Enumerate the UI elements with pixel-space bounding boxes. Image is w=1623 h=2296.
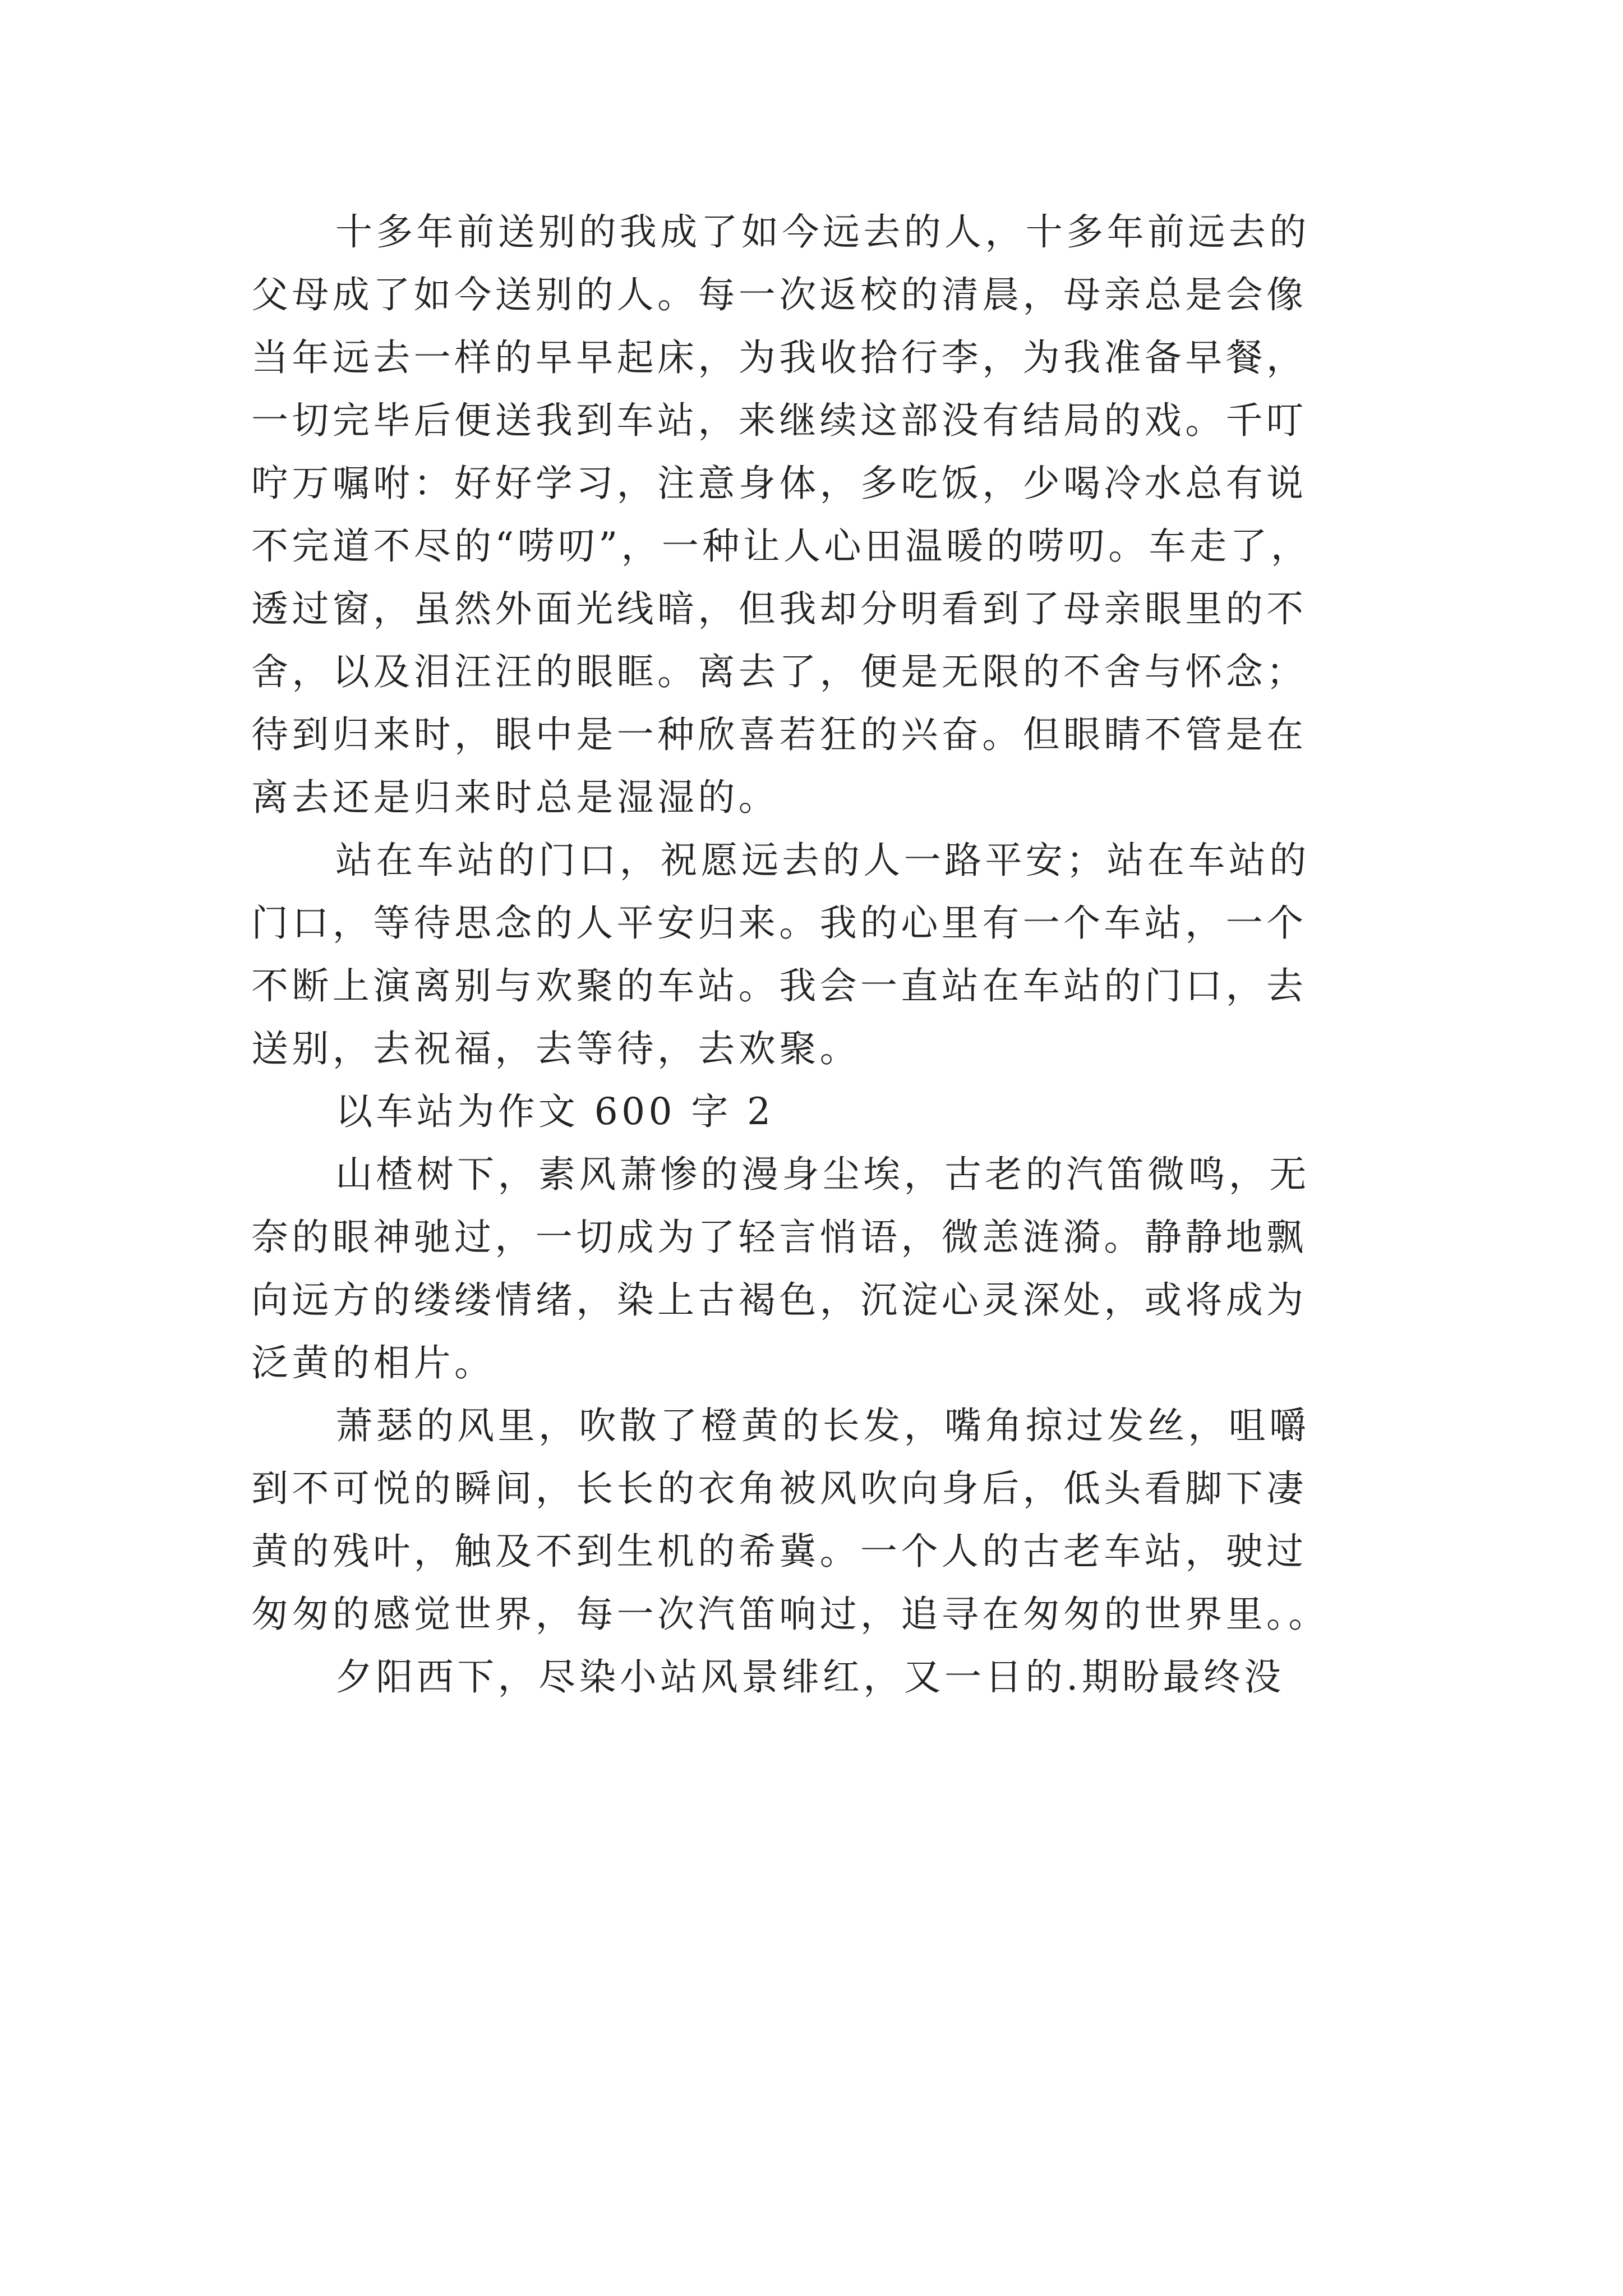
document-body (251, 201, 1407, 1709)
paragraph-line: 山楂树下，素风萧惨的漫身尘埃，古老的汽笛微鸣，无 (335, 1153, 1310, 1196)
paragraph-line: 萧瑟的风里，吹散了橙黄的长发，嘴角掠过发丝，咀嚼 (335, 1404, 1310, 1447)
paragraph-line: 匆匆的感觉世界，每一次汽笛响过，追寻在匆匆的世界里。。 (251, 1593, 1329, 1636)
paragraph-line: 门口，等待思念的人平安归来。我的心里有一个车站，一个 (251, 901, 1307, 945)
paragraph-line: 不完道不尽的“唠叨”，一种让人心田温暖的唠叨。车走了， (251, 524, 1312, 568)
paragraph-line: 黄的残叶，触及不到生机的希冀。一个人的古老车站，驶过 (251, 1530, 1307, 1573)
paragraph-line: 不断上演离别与欢聚的车站。我会一直站在车站的门口，去 (251, 964, 1307, 1007)
paragraph-line: 咛万嘱咐：好好学习，注意身体，多吃饭，少喝冷水总有说 (251, 462, 1307, 505)
paragraph-line: 待到归来时，眼中是一种欣喜若狂的兴奋。但眼睛不管是在 (251, 713, 1307, 756)
paragraph-line: 十多年前送别的我成了如今远去的人，十多年前远去的 (335, 210, 1310, 254)
paragraph-line: 离去还是归来时总是湿湿的。 (251, 776, 780, 819)
paragraph-line: 透过窗，虽然外面光线暗，但我却分明看到了母亲眼里的不 (251, 587, 1307, 631)
paragraph-line: 一切完毕后便送我到车站，来继续这部没有结局的戏。千叮 (251, 399, 1307, 442)
paragraph-line: 奈的眼神驰过，一切成为了轻言悄语，微恙涟漪。静静地飘 (251, 1216, 1307, 1259)
paragraph-line: 向远方的缕缕情绪，染上古褐色，沉淀心灵深处，或将成为 (251, 1278, 1307, 1322)
paragraph-line: 到不可悦的瞬间，长长的衣角被风吹向身后，低头看脚下凄 (251, 1467, 1307, 1510)
paragraph-line: 舍，以及泪汪汪的眼眶。离去了，便是无限的不舍与怀念； (251, 650, 1307, 693)
paragraph-line: 夕阳西下，尽染小站风景绯红，又一日的.期盼最终没 (335, 1655, 1285, 1699)
paragraph-line: 站在车站的门口，祝愿远去的人一路平安；站在车站的 (335, 839, 1310, 882)
paragraph-line: 当年远去一样的早早起床，为我收拾行李，为我准备早餐， (251, 336, 1307, 379)
paragraph-line: 泛黄的相片。 (251, 1341, 495, 1384)
paragraph-line: 父母成了如今送别的人。每一次返校的清晨，母亲总是会像 (251, 273, 1307, 316)
paragraph-line: 送别，去祝福，去等待，去欢聚。 (251, 1027, 860, 1070)
section-heading: 以车站为作文 600 字 2 (335, 1090, 774, 1133)
